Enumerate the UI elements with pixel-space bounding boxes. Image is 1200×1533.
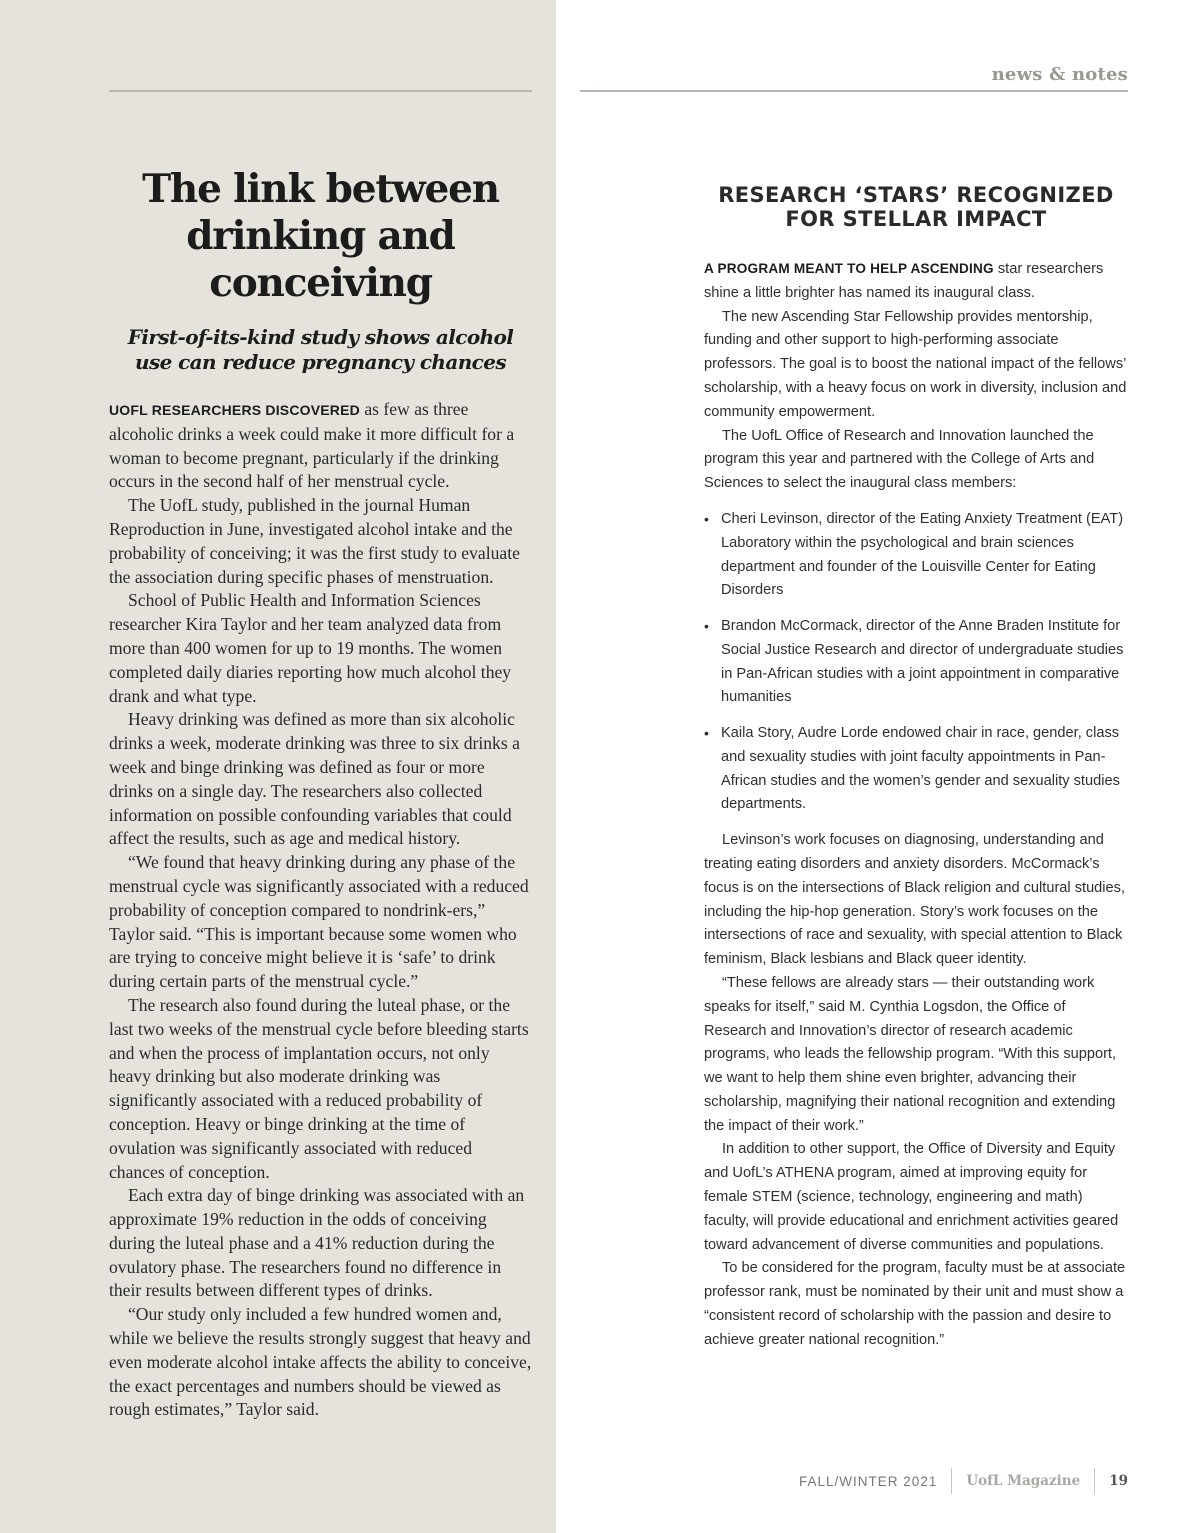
right-paragraph: [704, 257, 1128, 306]
right-paragraph: To be considered for the program, faculty must be at associate professor rank, must be nominated by their unit and must show a “consistent record of scholarship with the passion and desire to achieve greater national recognition.”: [704, 1260, 1126, 1348]
right-lead-in: A PROGRAM MEANT TO HELP ASCENDING: [704, 261, 994, 276]
right-paragraph-text: star researchers shine a little brighter has named its inaugural class.: [704, 261, 1104, 301]
list-item: • Kaila Story, Audre Lorde endowed chair in race, gender, class and sexuality studies with joint faculty appointments in Pan-African studies and the women’s gender and sexuality studies departments.: [704, 722, 1128, 817]
magazine-name: UofL Magazine: [966, 1473, 1081, 1489]
left-article-body: [109, 398, 532, 1422]
page-number: 19: [1109, 1473, 1128, 1489]
right-article-title: RESEARCH ‘STARS’ RECOGNIZED FOR STELLAR IMPACT: [718, 183, 1114, 231]
section-label: news & notes: [991, 64, 1128, 85]
issue-label: FALL/WINTER 2021: [799, 1473, 938, 1489]
right-paragraph: In addition to other support, the Office of Diversity and Equity and UofL’s ATHENA program, aimed at improving equity for female STEM (science, technology, engineering and math) faculty, will provide educational and enrichment activities geared toward advancement of diverse communities and populations.: [704, 1141, 1119, 1253]
right-article-body: [704, 257, 1128, 1353]
left-paragraph: The research also found during the luteal phase, or the last two weeks of the menstrual cycle before bleeding starts and when the process of implantation occurs, not only heavy drinking but also moderate drinking was significantly associated with a reduced probability of conception. Heavy or binge drinking at the time of ovulation was significantly associated with reduced chances of conception.: [109, 994, 529, 1182]
left-lead-in: UOFL RESEARCHERS DISCOVERED: [109, 402, 360, 418]
left-article-title: The link between drinking and conceiving: [142, 166, 499, 306]
right-paragraph: Levinson’s work focuses on diagnosing, understanding and treating eating disorders and anxiety disorders. McCormack’s focus is on the intersections of Black religion and cultural studies, including the hip-hop generation. Story’s work focuses on the intersections of race and sexuality, with special attention to Black feminism, Black lesbians and Black queer identity.: [704, 832, 1126, 968]
left-paragraph: Heavy drinking was defined as more than six alcoholic drinks a week, moderate drinking was three to six drinks a week and binge drinking was defined as four or more drinks on a single day. The researchers also collected information on possible confounding variables that could affect the results, such as age and medical history.: [109, 709, 520, 849]
left-paragraph: Each extra day of binge drinking was associated with an approximate 19% reduction in the odds of conceiving during the luteal phase and a 41% reduction during the ovulatory phase. The researchers found no difference in their results between different types of drinks.: [109, 1185, 525, 1301]
left-article-subtitle: First-of-its-kind study shows alcohol use can reduce pregnancy chances: [127, 325, 514, 374]
left-paragraph: The UofL study, published in the journal Human Reproduction in June, investigated alcohol intake and the probability of conceiving; it was the first study to evaluate the association during specific phases of menstruation.: [109, 495, 520, 587]
left-paragraph: “Our study only included a few hundred women and, while we believe the results strongly suggest that heavy and even moderate alcohol intake affects the ability to conceive, the exact percentages and numbers should be viewed as rough estimates,” Taylor said.: [109, 1304, 532, 1420]
left-paragraph-text: as few as three alcoholic drinks a week could make it more difficult for a woman to become pregnant, particularly if the drinking occurs in the second half of her menstrual cycle.: [109, 399, 515, 492]
right-paragraph: The UofL Office of Research and Innovation launched the program this year and partnered with the College of Arts and Sciences to select the inaugural class members:: [704, 427, 1095, 492]
list-item: • Brandon McCormack, director of the Anne Braden Institute for Social Justice Research and director of undergraduate studies in Pan-African studies with a joint appointment in comparative humanities: [704, 615, 1128, 710]
right-header-rule: [580, 90, 1128, 92]
fellows-list: [704, 508, 1128, 817]
footer-divider: [951, 1468, 952, 1494]
left-header-rule: [109, 90, 532, 92]
left-paragraph: “We found that heavy drinking during any phase of the menstrual cycle was significantly associated with a reduced probability of conception compared to nondrink-ers,” Taylor said. “This is important because some women who are trying to conceive might believe it is ‘safe’ to drink during certain parts of the menstrual cycle.”: [109, 852, 529, 992]
footer-divider: [1094, 1468, 1095, 1494]
left-paragraph: [109, 398, 532, 494]
right-paragraph: The new Ascending Star Fellowship provides mentorship, funding and other support to high-performing associate professors. The goal is to boost the national impact of the fellows’ scholarship, with a heavy focus on work in diversity, inclusion and community empowerment.: [704, 308, 1127, 420]
list-item: • Cheri Levinson, director of the Eating Anxiety Treatment (EAT) Laboratory within the psychological and brain sciences department and founder of the Louisville Center for Eating Disorders: [704, 508, 1128, 603]
left-paragraph: School of Public Health and Information Sciences researcher Kira Taylor and her team analyzed data from more than 400 women for up to 19 months. The women completed daily diaries reporting how much alcohol they drank and what type.: [109, 590, 512, 706]
right-paragraph: “These fellows are already stars — their outstanding work speaks for itself,” said M. Cynthia Logsdon, the Office of Research and Innovation’s director of research academic programs, who leads the fellowship program. “With this support, we want to help them shine even brighter, advancing their scholarship, magnifying their national recognition and extending the impact of their work.”: [704, 974, 1117, 1134]
page-footer: [799, 1466, 1128, 1496]
